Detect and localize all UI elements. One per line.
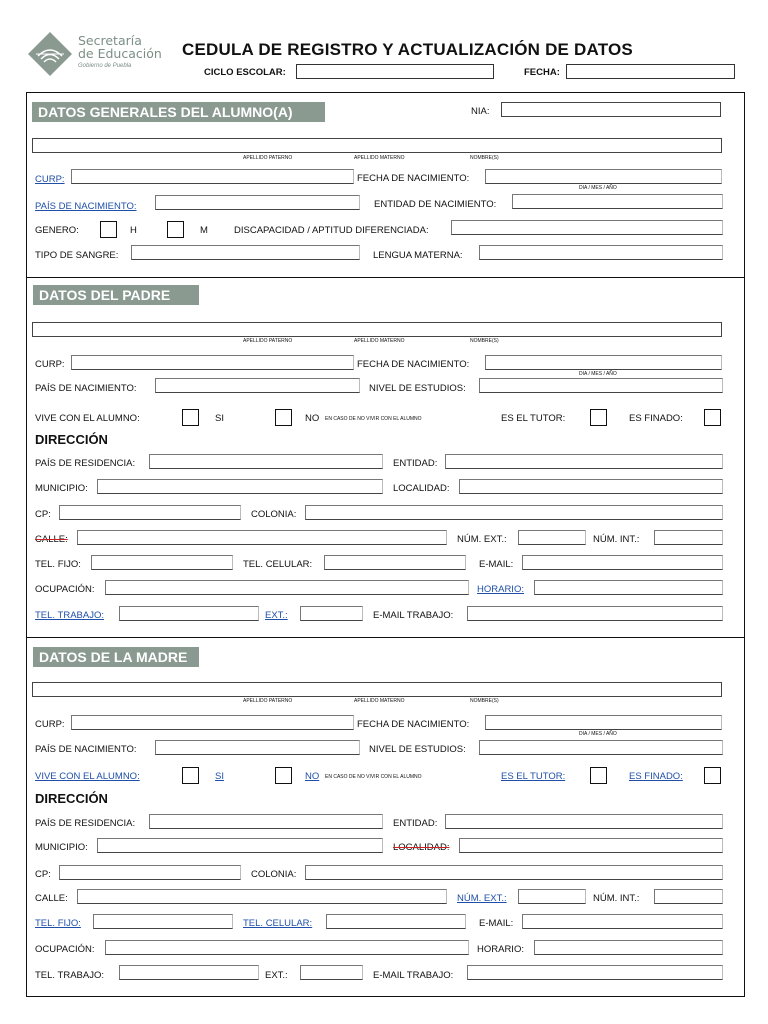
madre-nivel-input[interactable] (479, 740, 723, 755)
madre-tutor-checkbox[interactable] (590, 767, 607, 784)
padre-ext-label: EXT.: (265, 610, 288, 621)
padre-num-int-label: NÚM. INT.: (593, 534, 640, 545)
madre-horario-label: HORARIO: (477, 944, 524, 955)
alumno-fecha-nac-input[interactable] (485, 169, 722, 184)
padre-apellido-paterno-hint: APELLIDO PATERNO (243, 338, 293, 344)
padre-municipio-label: MUNICIPIO: (35, 483, 88, 494)
secretaria-logo (26, 30, 186, 78)
padre-vive-no-checkbox[interactable] (275, 409, 292, 426)
madre-pais-res-input[interactable] (149, 814, 383, 829)
madre-curp-label: CURP: (35, 719, 65, 730)
madre-calle-input[interactable] (77, 889, 447, 904)
padre-vive-si-label: SI (215, 413, 224, 424)
madre-section-title: DATOS DE LA MADRE (33, 647, 199, 667)
madre-pais-nac-input[interactable] (155, 740, 360, 755)
padre-nombres-hint: NOMBRE(S) (470, 338, 499, 344)
madre-nivel-label: NIVEL DE ESTUDIOS: (369, 744, 466, 755)
madre-calle-label: CALLE: (35, 893, 68, 904)
madre-ocupacion-label: OCUPACIÓN: (35, 944, 95, 955)
ciclo-escolar-label: CICLO ESCOLAR: (204, 67, 286, 78)
form-title: CEDULA DE REGISTRO Y ACTUALIZACIÓN DE DATOS (182, 40, 633, 59)
padre-pais-nac-label: PAÍS DE NACIMIENTO: (35, 383, 137, 394)
alumno-nombres-hint: NOMBRE(S) (470, 155, 499, 161)
padre-finado-checkbox[interactable] (704, 409, 721, 426)
alumno-curp-label: CURP: (35, 174, 65, 185)
madre-localidad-input[interactable] (459, 838, 723, 853)
madre-email-trabajo-label: E-MAIL TRABAJO: (373, 970, 454, 981)
madre-finado-checkbox[interactable] (704, 767, 721, 784)
padre-curp-label: CURP: (35, 359, 65, 370)
padre-direccion-heading: DIRECCIÓN (35, 432, 108, 447)
padre-no-vive-note: EN CASO DE NO VIVIR CON EL ALUMNO (325, 416, 422, 422)
padre-num-ext-label: NÚM. EXT.: (457, 534, 507, 545)
padre-nivel-label: NIVEL DE ESTUDIOS: (369, 383, 466, 394)
madre-tel-fijo-label: TEL. FIJO: (35, 918, 81, 929)
padre-entidad-input[interactable] (445, 454, 723, 469)
madre-fecha-nac-label: FECHA DE NACIMIENTO: (357, 719, 470, 730)
logo-diamond-icon (26, 30, 74, 78)
padre-nivel-input[interactable] (479, 378, 723, 393)
padre-fecha-nac-input[interactable] (485, 355, 722, 370)
madre-entidad-input[interactable] (445, 814, 723, 829)
madre-fecha-nac-input[interactable] (485, 715, 722, 730)
discapacidad-input[interactable] (451, 220, 723, 235)
logo-line-2: de Educación (78, 46, 162, 61)
padre-pais-res-input[interactable] (149, 454, 383, 469)
padre-municipio-input[interactable] (97, 479, 383, 494)
padre-email-input[interactable] (522, 555, 723, 570)
padre-ocupacion-input[interactable] (105, 580, 469, 595)
madre-tel-cel-input[interactable] (326, 914, 466, 929)
lengua-materna-input[interactable] (479, 245, 723, 260)
madre-vive-no-checkbox[interactable] (275, 767, 292, 784)
madre-vive-si-label: SI (215, 771, 224, 782)
padre-ocupacion-label: OCUPACIÓN: (35, 584, 95, 595)
padre-tel-cel-input[interactable] (324, 555, 466, 570)
alumno-fecha-nac-hint: DIA / MES / AÑO (579, 185, 617, 191)
madre-num-ext-label: NÚM. EXT.: (457, 893, 507, 904)
tipo-sangre-input[interactable] (131, 245, 360, 260)
madre-cp-label: CP: (35, 869, 51, 880)
madre-num-int-input[interactable] (654, 889, 723, 904)
madre-municipio-input[interactable] (97, 838, 383, 853)
madre-num-ext-input[interactable] (518, 889, 586, 904)
alumno-entidad-nac-label: ENTIDAD DE NACIMIENTO: (374, 199, 497, 210)
alumno-apellido-paterno-hint: APELLIDO PATERNO (243, 155, 293, 161)
madre-apellido-paterno-hint: APELLIDO PATERNO (243, 698, 293, 704)
madre-tel-fijo-input[interactable] (93, 914, 233, 929)
padre-vive-label: VIVE CON EL ALUMNO: (35, 413, 140, 424)
alumno-fecha-nac-label: FECHA DE NACIMIENTO: (357, 173, 470, 184)
madre-section (26, 637, 745, 997)
madre-vive-no-label: NO (305, 771, 320, 782)
padre-pais-res-label: PAÍS DE RESIDENCIA: (35, 458, 136, 469)
padre-tutor-label: ES EL TUTOR: (501, 413, 566, 424)
logo-line-1: Secretaría (78, 33, 142, 48)
padre-nombre-input[interactable] (32, 322, 722, 337)
padre-section-title: DATOS DEL PADRE (33, 285, 199, 305)
genero-m-checkbox[interactable] (167, 221, 184, 238)
padre-ext-input[interactable] (300, 606, 363, 621)
fecha-input[interactable] (566, 64, 735, 79)
lengua-materna-label: LENGUA MATERNA: (373, 250, 463, 261)
madre-nombres-hint: NOMBRE(S) (470, 698, 499, 704)
padre-localidad-label: LOCALIDAD: (393, 483, 450, 494)
padre-calle-label: CALLE: (35, 534, 68, 545)
padre-fecha-nac-label: FECHA DE NACIMIENTO: (357, 359, 470, 370)
padre-num-ext-input[interactable] (518, 530, 586, 545)
padre-tutor-checkbox[interactable] (590, 409, 607, 426)
genero-m-label: M (200, 225, 208, 236)
nia-input[interactable] (501, 102, 721, 117)
madre-tel-trabajo-label: TEL. TRABAJO: (35, 970, 104, 981)
alumno-nombre-input[interactable] (32, 138, 722, 153)
ciclo-escolar-input[interactable] (296, 64, 494, 79)
padre-entidad-label: ENTIDAD: (393, 458, 438, 469)
madre-email-input[interactable] (522, 914, 723, 929)
madre-finado-label: ES FINADO: (629, 771, 683, 782)
madre-cp-input[interactable] (59, 865, 241, 880)
padre-curp-input[interactable] (71, 355, 354, 370)
madre-horario-input[interactable] (534, 940, 723, 955)
madre-vive-si-checkbox[interactable] (182, 767, 199, 784)
padre-calle-input[interactable] (77, 530, 447, 545)
madre-email-label: E-MAIL: (479, 918, 514, 929)
madre-colonia-input[interactable] (305, 865, 723, 880)
tipo-sangre-label: TIPO DE SANGRE: (35, 250, 119, 261)
genero-label: GENERO: (35, 225, 79, 236)
padre-localidad-input[interactable] (459, 479, 723, 494)
alumno-pais-nac-label: PAÍS DE NACIMIENTO: (35, 201, 137, 212)
madre-ocupacion-input[interactable] (105, 940, 469, 955)
padre-pais-nac-input[interactable] (155, 378, 360, 393)
madre-pais-nac-label: PAÍS DE NACIMIENTO: (35, 744, 137, 755)
alumno-section-title: DATOS GENERALES DEL ALUMNO(A) (32, 102, 325, 122)
padre-tel-trabajo-input[interactable] (119, 606, 259, 621)
fecha-label: FECHA: (524, 67, 560, 78)
genero-h-label: H (130, 225, 137, 236)
padre-horario-input[interactable] (534, 580, 723, 595)
discapacidad-label: DISCAPACIDAD / APTITUD DIFERENCIADA: (234, 225, 429, 236)
genero-h-checkbox[interactable] (100, 221, 117, 238)
madre-apellido-materno-hint: APELLIDO MATERNO (354, 698, 405, 704)
padre-email-label: E-MAIL: (479, 559, 514, 570)
padre-tel-trabajo-label: TEL. TRABAJO: (35, 610, 104, 621)
madre-num-int-label: NÚM. INT.: (593, 893, 640, 904)
alumno-pais-nac-input[interactable] (155, 195, 360, 210)
padre-cp-input[interactable] (59, 505, 241, 520)
padre-vive-no-label: NO (305, 413, 320, 424)
padre-tel-cel-label: TEL. CELULAR: (243, 559, 313, 570)
madre-email-trabajo-input[interactable] (467, 965, 723, 980)
padre-cp-label: CP: (35, 509, 51, 520)
padre-apellido-materno-hint: APELLIDO MATERNO (354, 338, 405, 344)
alumno-section (26, 92, 745, 278)
madre-localidad-label: LOCALIDAD: (393, 842, 450, 853)
padre-fecha-nac-hint: DIA / MES / AÑO (579, 371, 617, 377)
madre-tel-trabajo-input[interactable] (119, 965, 259, 980)
logo-line-3: Gobierno de Puebla (78, 63, 132, 69)
madre-tutor-label: ES EL TUTOR: (501, 771, 566, 782)
padre-section (26, 277, 745, 638)
padre-colonia-label: COLONIA: (251, 509, 297, 520)
madre-direccion-heading: DIRECCIÓN (35, 791, 108, 806)
padre-tel-fijo-label: TEL. FIJO: (35, 559, 81, 570)
madre-fecha-nac-hint: DIA / MES / AÑO (579, 731, 617, 737)
padre-colonia-input[interactable] (305, 505, 723, 520)
madre-curp-input[interactable] (71, 715, 354, 730)
madre-no-vive-note: EN CASO DE NO VIVIR CON EL ALUMNO (325, 774, 422, 780)
madre-ext-input[interactable] (300, 965, 363, 980)
padre-num-int-input[interactable] (654, 530, 723, 545)
alumno-entidad-nac-input[interactable] (512, 194, 723, 209)
nia-label: NIA: (471, 106, 490, 117)
madre-colonia-label: COLONIA: (251, 869, 297, 880)
madre-ext-label: EXT.: (265, 970, 288, 981)
padre-horario-label: HORARIO: (477, 584, 524, 595)
madre-pais-res-label: PAÍS DE RESIDENCIA: (35, 818, 136, 829)
madre-municipio-label: MUNICIPIO: (35, 842, 88, 853)
padre-vive-si-checkbox[interactable] (182, 409, 199, 426)
madre-nombre-input[interactable] (32, 682, 722, 697)
alumno-curp-input[interactable] (71, 169, 354, 184)
padre-email-trabajo-label: E-MAIL TRABAJO: (373, 610, 454, 621)
madre-tel-cel-label: TEL. CELULAR: (243, 918, 313, 929)
padre-tel-fijo-input[interactable] (91, 555, 233, 570)
madre-vive-label: VIVE CON EL ALUMNO: (35, 771, 140, 782)
madre-entidad-label: ENTIDAD: (393, 818, 438, 829)
alumno-apellido-materno-hint: APELLIDO MATERNO (354, 155, 405, 161)
padre-email-trabajo-input[interactable] (467, 606, 723, 621)
padre-finado-label: ES FINADO: (629, 413, 683, 424)
